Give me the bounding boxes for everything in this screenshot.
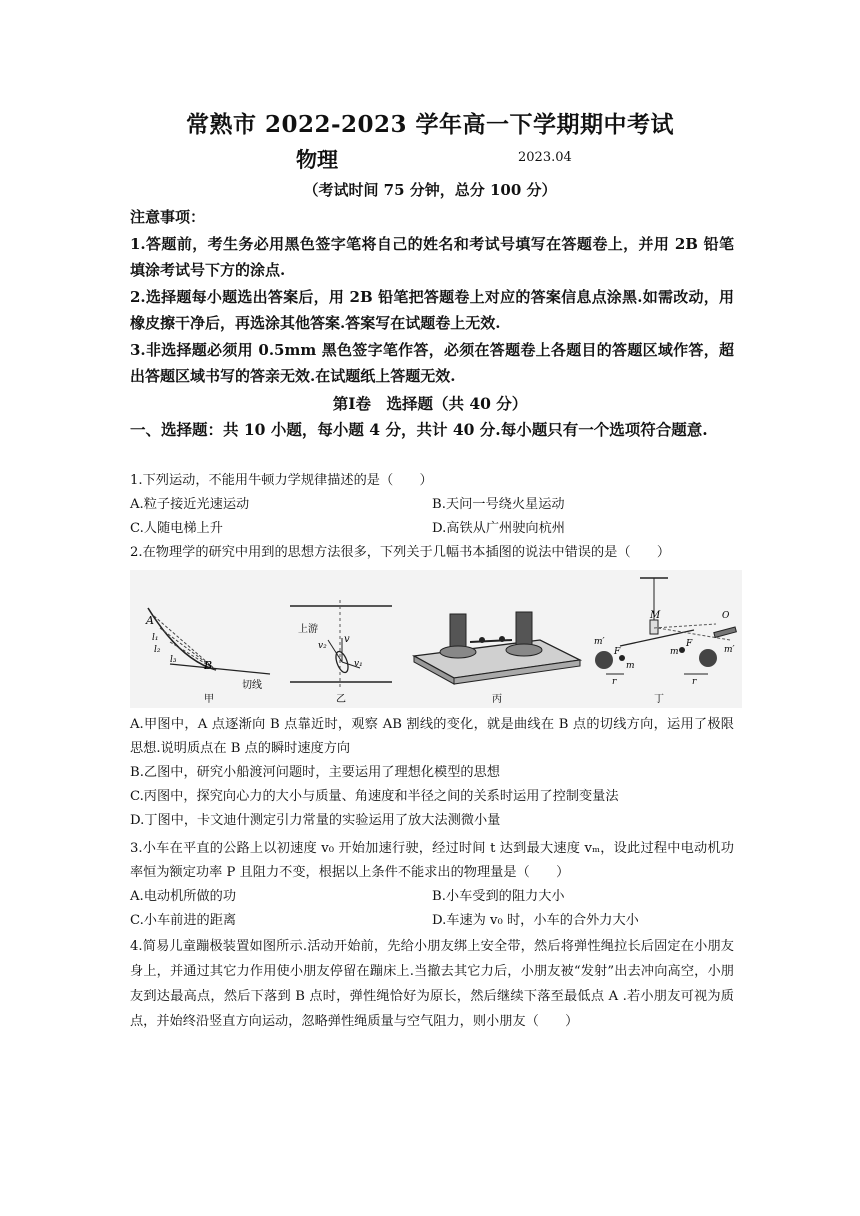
question-2-options [130,713,734,833]
question-4 [130,934,734,1034]
question-4-stem: 4.简易儿童蹦极装置如图所示.活动开始前，先给小朋友绑上安全带，然后将弹性绳拉长后固定在小朋友身上，并通过其它力作用使小朋友停留在蹦床上.当撤去其它力后，小朋友被“发射”出去冲向高空，小朋友到达最高点，然后下落到 B 点时，弹性绳恰好为原长，然后继续下落至最低点 A .若小朋友可视为质点，并始终沿竖直方向运动，忽略弹性绳质量与空气阻力，则小朋友（ ） [130,939,734,1029]
question-1-option-d: D.高铁从广州驶向杭州 [432,521,565,536]
exam-duration-info: （考试时间 75 分钟，总分 100 分） [303,181,557,199]
section-title: 第Ⅰ卷 选择题（共 40 分） [332,394,528,413]
question-1-options-row-2 [130,517,734,541]
question-3-options-row-2 [130,909,734,933]
figure-jia [145,608,270,705]
exam-date: 2023.04 [518,150,572,165]
label-yi: 乙 [336,694,346,705]
question-1-option-a: A.粒子接近光速运动 [130,497,250,512]
question-2-option-b: B.乙图中，研究小船渡河问题时，主要运用了理想化模型的思想 [130,765,500,780]
question-1 [130,469,734,541]
label-r-right: r [692,677,697,687]
label-ding: 丁 [654,694,664,705]
label-m-large: M [650,610,661,621]
label-m-prime-left: m′ [594,637,605,647]
label-tangent: 切线 [242,680,262,691]
question-3-options-row-1 [130,885,734,909]
label-l1: l₁ [152,633,159,643]
question-3-option-c: C.小车前进的距离 [130,913,237,928]
notice-item-1: 1.答题前，考生务必用黑色签字笔将自己的姓名和考试号填写在答题卷上，并用 2B 铅笔填涂考试号下方的涂点. [130,234,734,279]
section-description: 一、选择题：共 10 小题，每小题 4 分，共计 40 分.每小题只有一个选项符合题意. [130,420,708,439]
question-3-stem: 3.小车在平直的公路上以初速度 v₀ 开始加速行驶，经过时间 t 达到最大速度 vₘ，设此过程中电动机功率恒为额定功率 P 且阻力不变，根据以上条件不能求出的物理量是（ ） [130,841,734,880]
label-l3: l₃ [170,655,177,665]
question-2-stem [130,541,734,565]
label-v2: v₂ [318,641,327,651]
notice-item-2: 2.选择题每小题选出答案后，用 2B 铅笔把答题卷上对应的答案信息点涂黑.如需改动，用橡皮擦干净后，再选涂其他答案.答案写在试题卷上无效. [130,287,734,332]
label-o: O [722,611,730,621]
label-l2: l₂ [154,645,161,655]
notice-item-3: 3.非选择题必须用 0.5mm 黑色签字笔作答，必须在答题卷上各题目的答题区域作答，超出答题区域书写的答亲无效.在试题纸上答题无效. [130,340,734,385]
question-2-stem-text: 2.在物理学的研究中用到的思想方法很多，下列关于几幅书本插图的说法中错误的是（ ） [130,545,671,560]
question-3-option-d: D.车速为 v₀ 时，小车的合外力大小 [432,913,639,928]
question-3 [130,837,734,933]
label-v1: v₁ [354,659,363,669]
question-2-figure [130,570,742,708]
label-b: B [204,659,213,672]
notice-heading: 注意事项： [130,208,206,226]
label-a: A [146,614,154,627]
subject-label: 物理 [296,147,338,172]
question-1-options-row-1 [130,493,734,517]
figure-yi [290,600,392,705]
figure-ding [594,578,736,705]
question-3-option-a: A.电动机所做的功 [130,889,237,904]
label-r-left: r [612,677,617,687]
notice-block [130,204,734,390]
question-2-option-a: A.甲图中，A 点逐渐向 B 点靠近时，观察 AB 割线的变化，就是曲线在 B 点的切线方向，运用了极限思想.说明质点在 B 点的瞬时速度方向 [130,717,734,756]
question-1-stem: 1.下列运动，不能用牛顿力学规律描述的是（ ） [130,473,433,488]
question-1-option-b: B.天问一号绕火星运动 [432,497,565,512]
label-f-right: F [686,639,693,649]
question-2-option-d: D.丁图中，卡文迪什测定引力常量的实验运用了放大法测微小量 [130,813,501,828]
question-1-option-c: C.人随电梯上升 [130,521,223,536]
question-2-option-c: C.丙图中，探究向心力的大小与质量、角速度和半径之间的关系时运用了控制变量法 [130,789,619,804]
physics-illustrations [130,570,742,708]
figure-bing [414,612,580,705]
label-upstream: 上游 [298,624,318,635]
label-bing: 丙 [492,694,502,705]
label-m-prime-right: m′ [724,645,735,655]
question-3-option-b: B.小车受到的阻力大小 [432,889,565,904]
label-v: v [344,634,350,645]
label-m-left: m [626,661,635,671]
exam-title: 常熟市 2022-2023 学年高一下学期期中考试 [185,111,675,138]
label-f-left: F [614,647,621,657]
label-m-right: m [670,647,679,657]
label-jia: 甲 [204,694,214,705]
